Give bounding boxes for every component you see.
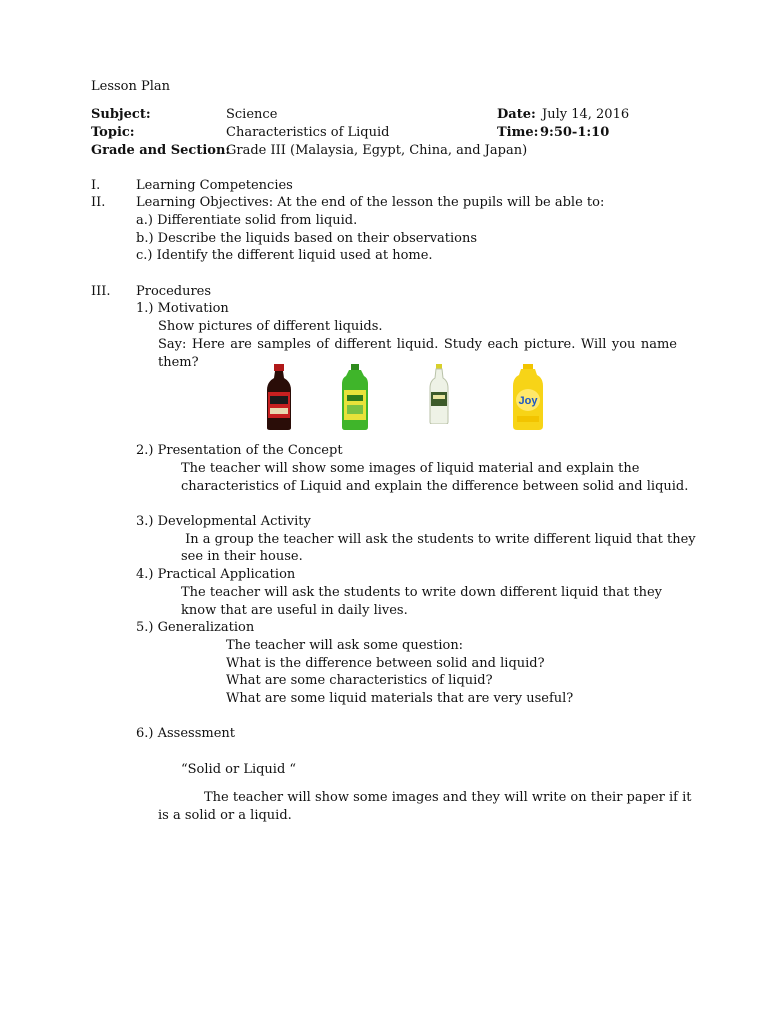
motivation-heading: 1.) Motivation bbox=[136, 301, 229, 316]
green-detergent-bottle-image bbox=[340, 364, 370, 430]
practical-heading: 4.) Practical Application bbox=[136, 567, 296, 582]
presentation-line: characteristics of Liquid and explain the difference between solid and liquid. bbox=[181, 479, 689, 494]
joy-dish-soap-bottle-image bbox=[511, 364, 545, 430]
motivation-line: Say: Here are samples of different liquid. Study each picture. Will you name bbox=[158, 337, 677, 352]
subject-value: Science bbox=[226, 107, 278, 122]
time-value: 9:50-1:10 bbox=[540, 125, 610, 140]
topic-value: Characteristics of Liquid bbox=[226, 125, 390, 140]
generalization-question: What are some liquid materials that are very useful? bbox=[226, 691, 574, 706]
doc-title: Lesson Plan bbox=[91, 79, 171, 94]
presentation-heading: 2.) Presentation of the Concept bbox=[136, 443, 343, 458]
liquid-pictures bbox=[236, 364, 576, 432]
generalization-heading: 5.) Generalization bbox=[136, 620, 255, 635]
joy-brand-text: Joy bbox=[518, 395, 538, 407]
generalization-line: The teacher will ask some question: bbox=[226, 638, 464, 653]
grade-value: Grade III (Malaysia, Egypt, China, and Japan) bbox=[226, 143, 528, 158]
section-2-title: Learning Objectives: At the end of the lesson the pupils will be able to: bbox=[136, 195, 605, 210]
developmental-line: In a group the teacher will ask the students to write different liquid that they bbox=[181, 532, 696, 547]
generalization-question: What is the difference between solid and liquid? bbox=[226, 656, 545, 671]
date-value: July 14, 2016 bbox=[542, 107, 630, 122]
section-3-title: Procedures bbox=[136, 284, 212, 299]
motivation-line: Show pictures of different liquids. bbox=[158, 319, 383, 334]
assessment-heading: 6.) Assessment bbox=[136, 726, 235, 741]
topic-label: Topic: bbox=[91, 125, 135, 140]
practical-line: The teacher will ask the students to write down different liquid that they bbox=[181, 585, 663, 600]
objective-item: a.) Differentiate solid from liquid. bbox=[136, 213, 358, 228]
practical-line: know that are useful in daily lives. bbox=[181, 603, 408, 618]
soy-sauce-bottle-image bbox=[264, 364, 294, 430]
assessment-line: The teacher will show some images and they will write on their paper if it bbox=[204, 790, 692, 805]
subject-label: Subject: bbox=[91, 107, 151, 122]
objective-item: c.) Identify the different liquid used at home. bbox=[136, 248, 433, 263]
generalization-question: What are some characteristics of liquid? bbox=[226, 673, 493, 688]
developmental-heading: 3.) Developmental Activity bbox=[136, 514, 311, 529]
assessment-title: “Solid or Liquid “ bbox=[181, 762, 297, 777]
objective-item: b.) Describe the liquids based on their observations bbox=[136, 231, 478, 246]
section-1-number: I. bbox=[91, 178, 101, 193]
section-3-number: III. bbox=[91, 284, 111, 299]
grade-label: Grade and Section: bbox=[91, 143, 231, 158]
motivation-line: them? bbox=[158, 355, 199, 370]
assessment-line: is a solid or a liquid. bbox=[158, 808, 292, 823]
section-1-title: Learning Competencies bbox=[136, 178, 293, 193]
clear-liquid-bottle-image bbox=[428, 364, 450, 424]
section-2-number: II. bbox=[91, 195, 106, 210]
presentation-line: The teacher will show some images of liquid material and explain the bbox=[181, 461, 640, 476]
time-label: Time: bbox=[497, 125, 539, 140]
date-label: Date: bbox=[497, 107, 536, 122]
developmental-line: see in their house. bbox=[181, 549, 303, 564]
